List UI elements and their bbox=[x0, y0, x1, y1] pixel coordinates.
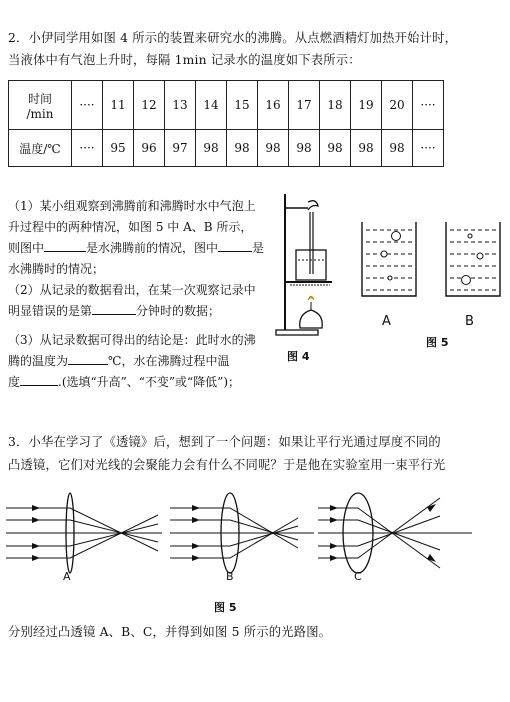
temp-cell: 98 bbox=[320, 130, 351, 167]
q2-intro-line1: 2．小伊同学用如图 4 所示的装置来研究水的沸腾。从点燃酒精灯加热开始计时， bbox=[8, 31, 458, 45]
time-cell: 13 bbox=[165, 81, 196, 130]
q2-part3-line2-a: 腾的温度为 bbox=[8, 354, 69, 368]
answer-blank-boiling-temp[interactable] bbox=[68, 352, 108, 365]
q2-part1-line2: 升过程中的两种情况，如图 5 中 A、B 所示， bbox=[8, 220, 253, 234]
q2-part3-line1: （3）从记录数据可得出的结论是：此时水的沸 bbox=[8, 333, 256, 347]
clamp-jaw bbox=[308, 201, 318, 210]
time-cell: 19 bbox=[351, 81, 382, 130]
temp-cell: 98 bbox=[351, 130, 382, 167]
temp-cell: 98 bbox=[196, 130, 227, 167]
q2-part1-line3 bbox=[8, 238, 264, 259]
q2-part3-line3-b: .(选填“升高”、“不变”或“降低”)； bbox=[58, 375, 241, 389]
time-header-line2: /min bbox=[26, 106, 54, 121]
time-cell: 17 bbox=[289, 81, 320, 130]
temp-cell: 95 bbox=[103, 130, 134, 167]
q2-part3-line3-a: 度 bbox=[8, 375, 21, 389]
alcohol-lamp bbox=[300, 310, 323, 328]
time-cell: 12 bbox=[134, 81, 165, 130]
q2-part2-line1: （2）从记录的数据看出，在某一次观察记录中 bbox=[8, 283, 256, 297]
boiling-apparatus-figure bbox=[272, 190, 352, 340]
flame bbox=[308, 296, 314, 300]
time-cell: 20 bbox=[382, 81, 413, 130]
temp-row bbox=[9, 130, 444, 167]
temp-cell: 97 bbox=[165, 130, 196, 167]
time-cell: ···· bbox=[413, 81, 444, 130]
time-cell: ···· bbox=[72, 81, 103, 130]
lens-a-label: A bbox=[63, 570, 71, 583]
q3-line1: 3．小华在学习了《透镜》后，想到了一个问题：如果让平行光通过厚度不同的 bbox=[8, 435, 441, 449]
temp-cell: 98 bbox=[289, 130, 320, 167]
lens-c-label: C bbox=[354, 570, 362, 583]
bubble-beakers-figure bbox=[360, 220, 500, 300]
answer-blank-wrong-minute[interactable] bbox=[92, 302, 136, 315]
temp-cell: ···· bbox=[413, 130, 444, 167]
lens-b-diagram bbox=[168, 488, 318, 578]
figure-4-caption: 图 4 bbox=[287, 350, 310, 363]
temp-cell: ···· bbox=[72, 130, 103, 167]
answer-blank-temp-change[interactable] bbox=[20, 373, 58, 386]
q2-part1-line4: 水沸腾时的情况； bbox=[8, 262, 105, 276]
q2-part3-line3 bbox=[8, 372, 256, 393]
beaker-a-label: A bbox=[382, 314, 391, 329]
beaker-b bbox=[446, 222, 500, 296]
bubble-small bbox=[388, 276, 392, 280]
answer-blank-before-boiling[interactable] bbox=[44, 239, 86, 252]
q2-part2-line2 bbox=[8, 301, 256, 322]
time-header-line1: 时间 bbox=[27, 91, 52, 106]
q2-part1-line3-b: 是水沸腾前的情况，图中 bbox=[86, 241, 219, 255]
temp-cell: 98 bbox=[227, 130, 258, 167]
lens-b-label: B bbox=[226, 570, 234, 583]
lens-a-diagram bbox=[4, 488, 164, 578]
bubble-large bbox=[462, 276, 471, 285]
q2-part1-line3-c: 是 bbox=[252, 241, 265, 255]
time-cell: 15 bbox=[227, 81, 258, 130]
beaker-a bbox=[362, 222, 416, 296]
q2-part3-line2 bbox=[8, 351, 256, 372]
time-header bbox=[9, 81, 72, 130]
answer-blank-boiling[interactable] bbox=[218, 239, 252, 252]
time-cell: 18 bbox=[320, 81, 351, 130]
q2-part2-line2-b: 分钟时的数据； bbox=[136, 304, 221, 318]
lens-c-diagram bbox=[316, 488, 476, 578]
q2-part1 bbox=[8, 196, 264, 280]
q2-part3 bbox=[8, 330, 256, 393]
q2-part3-line2-b: ℃，水在沸腾过程中温 bbox=[108, 354, 230, 368]
time-cell: 16 bbox=[258, 81, 289, 130]
temperature-table bbox=[8, 80, 444, 167]
q3-line2: 凸透镜，它们对光线的会聚能力会有什么不同呢？于是他在实验室用一束平行光 bbox=[8, 458, 446, 472]
q2-intro-line2: 当液体中有气泡上升时，每隔 1min 记录水的温度如下表所示： bbox=[8, 53, 361, 67]
beaker bbox=[296, 250, 326, 280]
temp-cell: 96 bbox=[134, 130, 165, 167]
bubble-medium bbox=[381, 251, 387, 257]
figure-5-lenses-caption: 图 5 bbox=[214, 601, 237, 614]
bubble-small bbox=[468, 234, 472, 238]
temp-header: 温度/℃ bbox=[9, 130, 72, 167]
temp-cell: 98 bbox=[258, 130, 289, 167]
q2-part2 bbox=[8, 280, 256, 322]
q2-part1-line1: （1）某小组观察到沸腾前和沸腾时水中气泡上 bbox=[8, 199, 256, 213]
time-row bbox=[9, 81, 444, 130]
time-cell: 11 bbox=[103, 81, 134, 130]
figure-5-beakers-caption: 图 5 bbox=[426, 336, 449, 349]
beaker-b-label: B bbox=[465, 314, 474, 329]
bubble-medium bbox=[477, 253, 483, 259]
q2-part1-line3-a: 则图中 bbox=[8, 241, 45, 255]
q3-line3: 分别经过凸透镜 A、B、C，并得到如图 5 所示的光路图。 bbox=[8, 625, 332, 639]
stand-base bbox=[276, 330, 318, 335]
temp-cell: 98 bbox=[382, 130, 413, 167]
time-cell: 14 bbox=[196, 81, 227, 130]
q2-part2-line2-a: 明显错误的是第 bbox=[8, 304, 93, 318]
bubble-large bbox=[392, 232, 401, 241]
